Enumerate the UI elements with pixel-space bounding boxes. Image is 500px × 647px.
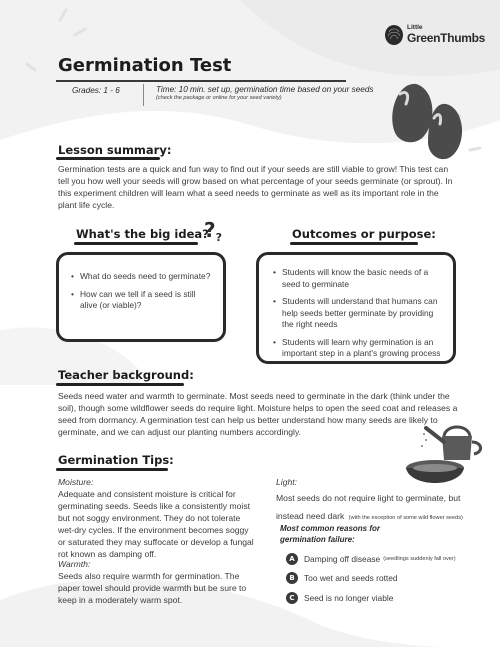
teacher-background-body: Seeds need water and warmth to germinate. Most seeds need to germinate in the dark (think under the soil), though some wildflower seeds do require light. Moisture helps to open the seed coat and releases a seed from dormancy. A germination test can help us better understand how many seeds are likely to germinate, and we can adjust our planting numbers accordingly.	[58, 391, 458, 437]
light-label: Light:	[276, 477, 298, 487]
title-rule	[56, 80, 346, 82]
lesson-summary-heading: Lesson summary:	[58, 143, 172, 157]
grades-divider	[143, 84, 144, 106]
tips-underline	[56, 468, 168, 471]
reason-text: Too wet and seeds rotted	[304, 573, 398, 583]
list-item: • Students will know the basic needs of a seed to germinate	[273, 267, 443, 290]
outcomes-underline	[290, 242, 418, 245]
reason-letter-icon: B	[286, 572, 298, 584]
brand-line2: GreenThumbs	[407, 31, 486, 45]
outcomes-box	[256, 252, 456, 364]
lesson-summary-underline	[56, 157, 160, 160]
light-body: Most seeds do not require light to germinate, but instead need dark	[276, 493, 461, 521]
big-idea-list	[71, 271, 211, 312]
outcomes-list	[273, 267, 443, 360]
warmth-label: Warmth:	[58, 559, 91, 569]
teacher-background-heading: Teacher background:	[58, 368, 194, 382]
teacher-background-underline	[56, 383, 184, 386]
time-note: (check the package or online for your seed variety)	[156, 95, 282, 101]
time-info	[156, 85, 396, 101]
reason-note: (seedlings suddenly fall over)	[383, 556, 456, 562]
list-item: • Students will learn why germination is an important step in a plant's growing process	[273, 337, 443, 360]
outcomes-heading: Outcomes or purpose:	[292, 227, 436, 241]
moisture-body: Adequate and consistent moisture is critical for germinating seeds. Seeds like a consistently moist but not soggy environment. They do not tolerate wet-dry cycles. If the environment becomes soggy or saturated they may suffocate or develop a fungal rot known as damping off.	[58, 489, 254, 559]
light-note: (with the exception of some wild flower seeds)	[348, 515, 463, 521]
big-idea-heading: What's the big idea?	[76, 227, 209, 241]
big-idea-underline	[74, 242, 198, 245]
reasons-heading	[280, 523, 380, 545]
list-item: • What do seeds need to germinate?	[71, 271, 211, 283]
moisture-label: Moisture:	[58, 477, 94, 487]
list-item: • Students will understand that humans can help seeds better germinate by providing the right needs	[273, 296, 443, 331]
big-idea-box	[56, 252, 226, 342]
light-text	[276, 488, 476, 524]
grades: Grades: 1 - 6	[72, 86, 120, 95]
brand-logo	[384, 22, 484, 50]
question-marks-icon: $?_?$	[204, 218, 222, 244]
warmth-body: Seeds also require warmth for germination. The paper towel should provide warmth but be sure to keep in a moderately warm spot.	[58, 571, 247, 605]
thumbprint-icon	[384, 24, 404, 46]
reason-item	[286, 572, 398, 584]
page-title: Germination Test	[58, 55, 232, 76]
lesson-summary-body: Germination tests are a quick and fun way to find out if your seeds are still viable to grow! This test can tell you how well your seeds will grow based on what percentage of your seeds germinate (or sprout). In this experiment children will learn what a seed needs to germinate as well as its important role in the plant life cycle.	[58, 164, 453, 210]
reasons-heading-line1: Most common reasons for	[280, 524, 381, 533]
reason-letter-icon: C	[286, 592, 298, 604]
reasons-heading-line2: germination failure:	[280, 535, 355, 544]
list-item: • How can we tell if a seed is still alive (or viable)?	[71, 289, 211, 312]
tips-heading: Germination Tips:	[58, 453, 174, 467]
reason-text: Seed is no longer viable	[304, 593, 394, 603]
time-main: Time: 10 min. set up, germination time based on your seeds	[156, 85, 374, 94]
reason-item	[286, 592, 393, 604]
brand-line1: Little	[407, 24, 423, 31]
reason-letter-icon: A	[286, 553, 298, 565]
reason-item	[286, 553, 456, 565]
seeds-illustration	[376, 64, 476, 164]
reason-text: Damping off disease	[304, 554, 381, 564]
